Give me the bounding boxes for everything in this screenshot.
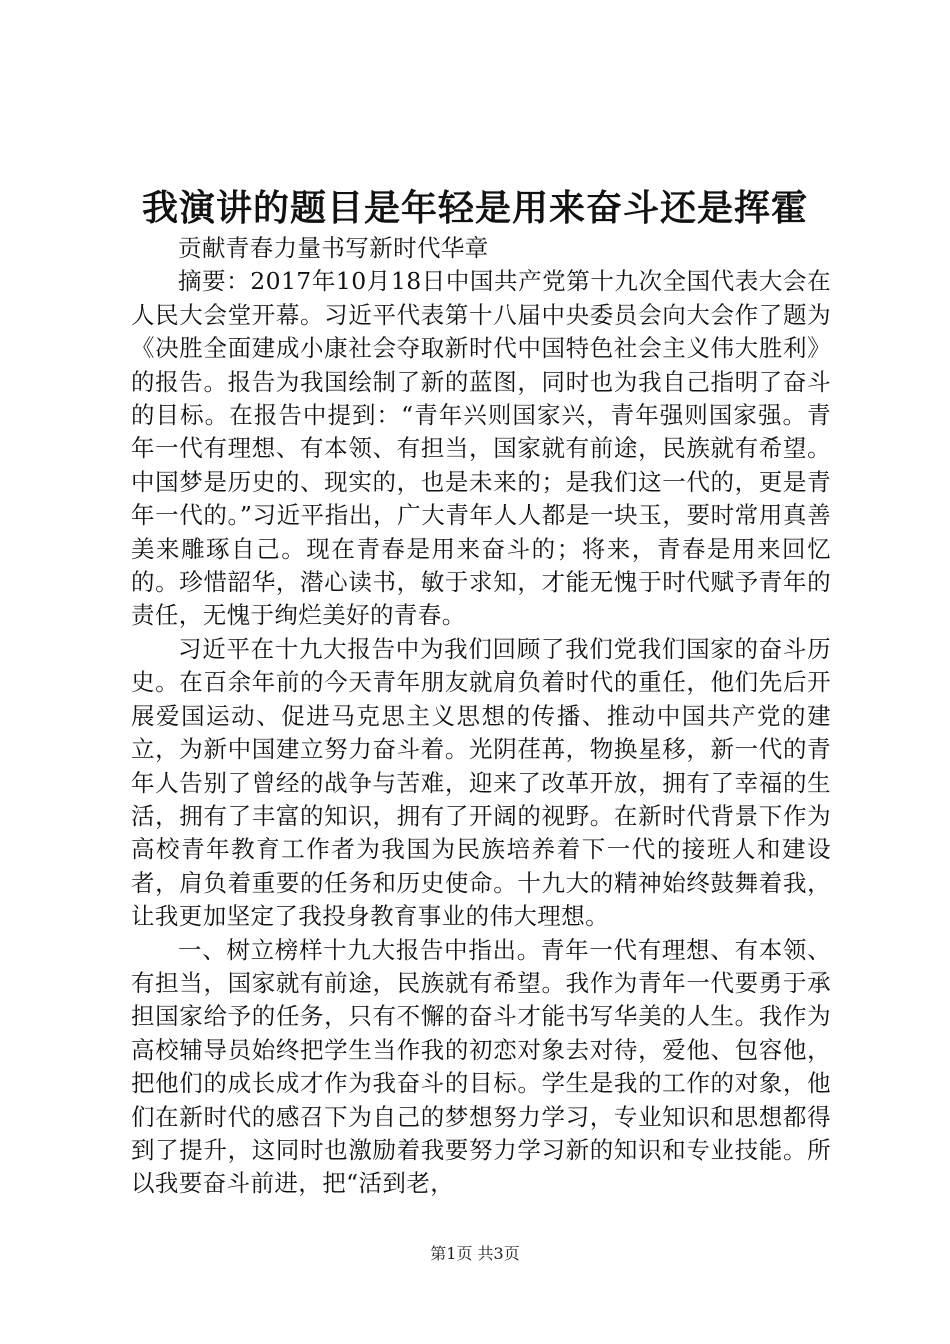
document-body xyxy=(131,232,831,1201)
page-footer: 第1页 共3页 xyxy=(430,1244,520,1263)
body-paragraph: 一、树立榜样十九大报告中指出。青年一代有理想、有本领、有担当，国家就有前途，民族就有希望。我作为青年一代要勇于承担国家给予的任务，只有不懈的奋斗才能书写华美的人生。我作为高校辅导员始终把学生当作我的初恋对象去对待，爱他、包容他，把他们的成长成才作为我奋斗的目标。学生是我的工作的对象，他们在新时代的感召下为自己的梦想努力学习，专业知识和思想都得到了提升，这同时也激励着我要努力学习新的知识和专业技能。所以我要奋斗前进，把“活到老， xyxy=(131,935,831,1198)
body-paragraph: 习近平在十九大报告中为我们回顾了我们党我们国家的奋斗历史。在百余年前的今天青年朋友就肩负着时代的重任，他们先后开展爱国运动、促进马克思主义思想的传播、推动中国共产党的建立，为新中国建立努力奋斗着。光阴荏苒，物换星移，新一代的青年人告别了曾经的战争与苦难，迎来了改革开放，拥有了幸福的生活，拥有了丰富的知识，拥有了开阔的视野。在新时代背景下作为高校青年教育工作者为我国为民族培养着下一代的接班人和建设者，肩负着重要的任务和历史使命。十九大的精神始终鼓舞着我，让我更加坚定了我投身教育事业的伟大理想。 xyxy=(131,634,831,931)
subtitle-paragraph: 贡献青春力量书写新时代华章 xyxy=(178,234,489,262)
abstract-paragraph: 摘要：2017年10月18日中国共产党第十九次全国代表大会在人民大会堂开幕。习近平代表第十八届中央委员会向大会作了题为《决胜全面建成小康社会夺取新时代中国特色社会主义伟大胜利》的报告。报告为我国绘制了新的蓝图，同时也为我自己指明了奋斗的目标。在报告中提到：“青年兴则国家兴，青年强则国家强。青年一代有理想、有本领、有担当，国家就有前途，民族就有希望。中国梦是历史的、现实的，也是未来的；是我们这一代的，更是青年一代的。”习近平指出，广大青年人人都是一块玉，要时常用真善美来雕琢自己。现在青春是用来奋斗的；将来，青春是用来回忆的。珍惜韶华，潜心读书，敏于求知，才能无愧于时代赋予青年的责任，无愧于绚烂美好的青春。 xyxy=(131,267,831,630)
document-title: 我演讲的题目是年轻是用来奋斗还是挥霍 xyxy=(141,187,808,229)
